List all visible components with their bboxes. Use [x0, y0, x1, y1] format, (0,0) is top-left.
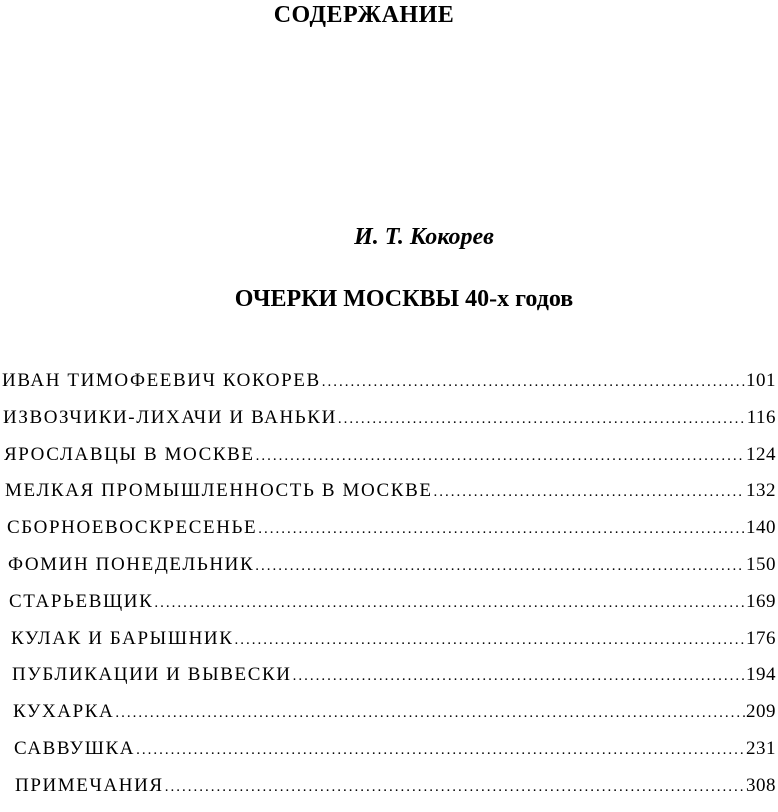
toc-entry-title: СТАРЬЕВЩИК	[9, 590, 154, 612]
toc-entry	[0, 554, 778, 591]
toc-entry-page: 124	[746, 443, 776, 465]
toc-entry-page: 150	[746, 553, 776, 575]
toc-entry-title: СБОРНОЕВОСКРЕСЕНЬЕ	[7, 517, 258, 539]
toc-entry	[0, 775, 778, 812]
toc-dot-leader	[165, 779, 745, 796]
toc-entry-page: 308	[746, 774, 776, 796]
toc-entry-page: 231	[746, 737, 776, 759]
toc-dot-leader	[136, 742, 745, 759]
toc-entry-title: ИЗВОЗЧИКИ-ЛИХАЧИ И ВАНЬКИ	[3, 406, 337, 428]
toc-dot-leader	[255, 558, 745, 575]
toc-dot-leader	[338, 411, 746, 428]
toc-entry-title: САВВУШКА	[14, 737, 136, 759]
toc-dot-leader	[293, 668, 745, 685]
toc-entry-title: ПРИМЕЧАНИЯ	[15, 774, 164, 796]
author-name: И. Т. Кокорев	[354, 224, 494, 250]
toc-dot-leader	[434, 484, 745, 501]
toc-entry-page: 116	[746, 406, 776, 428]
toc-entry-title: ФОМИН ПОНЕДЕЛЬНИК	[8, 553, 255, 575]
toc-dot-leader	[256, 448, 745, 465]
toc-entry	[0, 738, 778, 775]
toc-entry-page: 140	[746, 517, 776, 539]
toc-entry-title: МЕЛКАЯ ПРОМЫШЛЕННОСТЬ В МОСКВЕ	[5, 480, 433, 502]
toc-entry	[0, 444, 778, 481]
toc-entry	[0, 517, 778, 554]
toc-entry-title: ЯРОСЛАВЦЫ В МОСКВЕ	[4, 443, 255, 465]
toc-entry-page: 209	[746, 701, 776, 723]
toc-entry	[0, 628, 778, 665]
toc-entry	[0, 407, 778, 444]
toc-entry-page: 101	[746, 370, 776, 391]
toc-entry-page: 169	[746, 590, 776, 612]
table-of-contents	[0, 370, 778, 812]
page-heading: СОДЕРЖАНИЕ	[273, 2, 455, 28]
toc-entry-title: КУЛАК И БАРЫШНИК	[11, 627, 234, 649]
toc-dot-leader	[235, 632, 745, 649]
toc-entry	[0, 370, 778, 407]
toc-entry	[0, 664, 778, 701]
toc-entry-title: ПУБЛИКАЦИИ И ВЫВЕСКИ	[12, 664, 292, 686]
toc-entry	[0, 591, 778, 628]
toc-entry-title: КУХАРКА	[13, 701, 115, 723]
toc-entry-page: 176	[746, 627, 776, 649]
toc-dot-leader	[115, 705, 745, 722]
toc-dot-leader	[154, 595, 745, 612]
toc-entry-title: ИВАН ТИМОФЕЕВИЧ КОКОРЕВ	[2, 370, 321, 391]
toc-entry-page: 132	[746, 480, 776, 502]
toc-entry	[0, 480, 778, 517]
book-title: ОЧЕРКИ МОСКВЫ 40-х годов	[234, 286, 574, 312]
toc-entry	[0, 701, 778, 738]
toc-entry-page: 194	[746, 664, 776, 686]
toc-dot-leader	[258, 521, 745, 538]
toc-dot-leader	[322, 374, 745, 391]
